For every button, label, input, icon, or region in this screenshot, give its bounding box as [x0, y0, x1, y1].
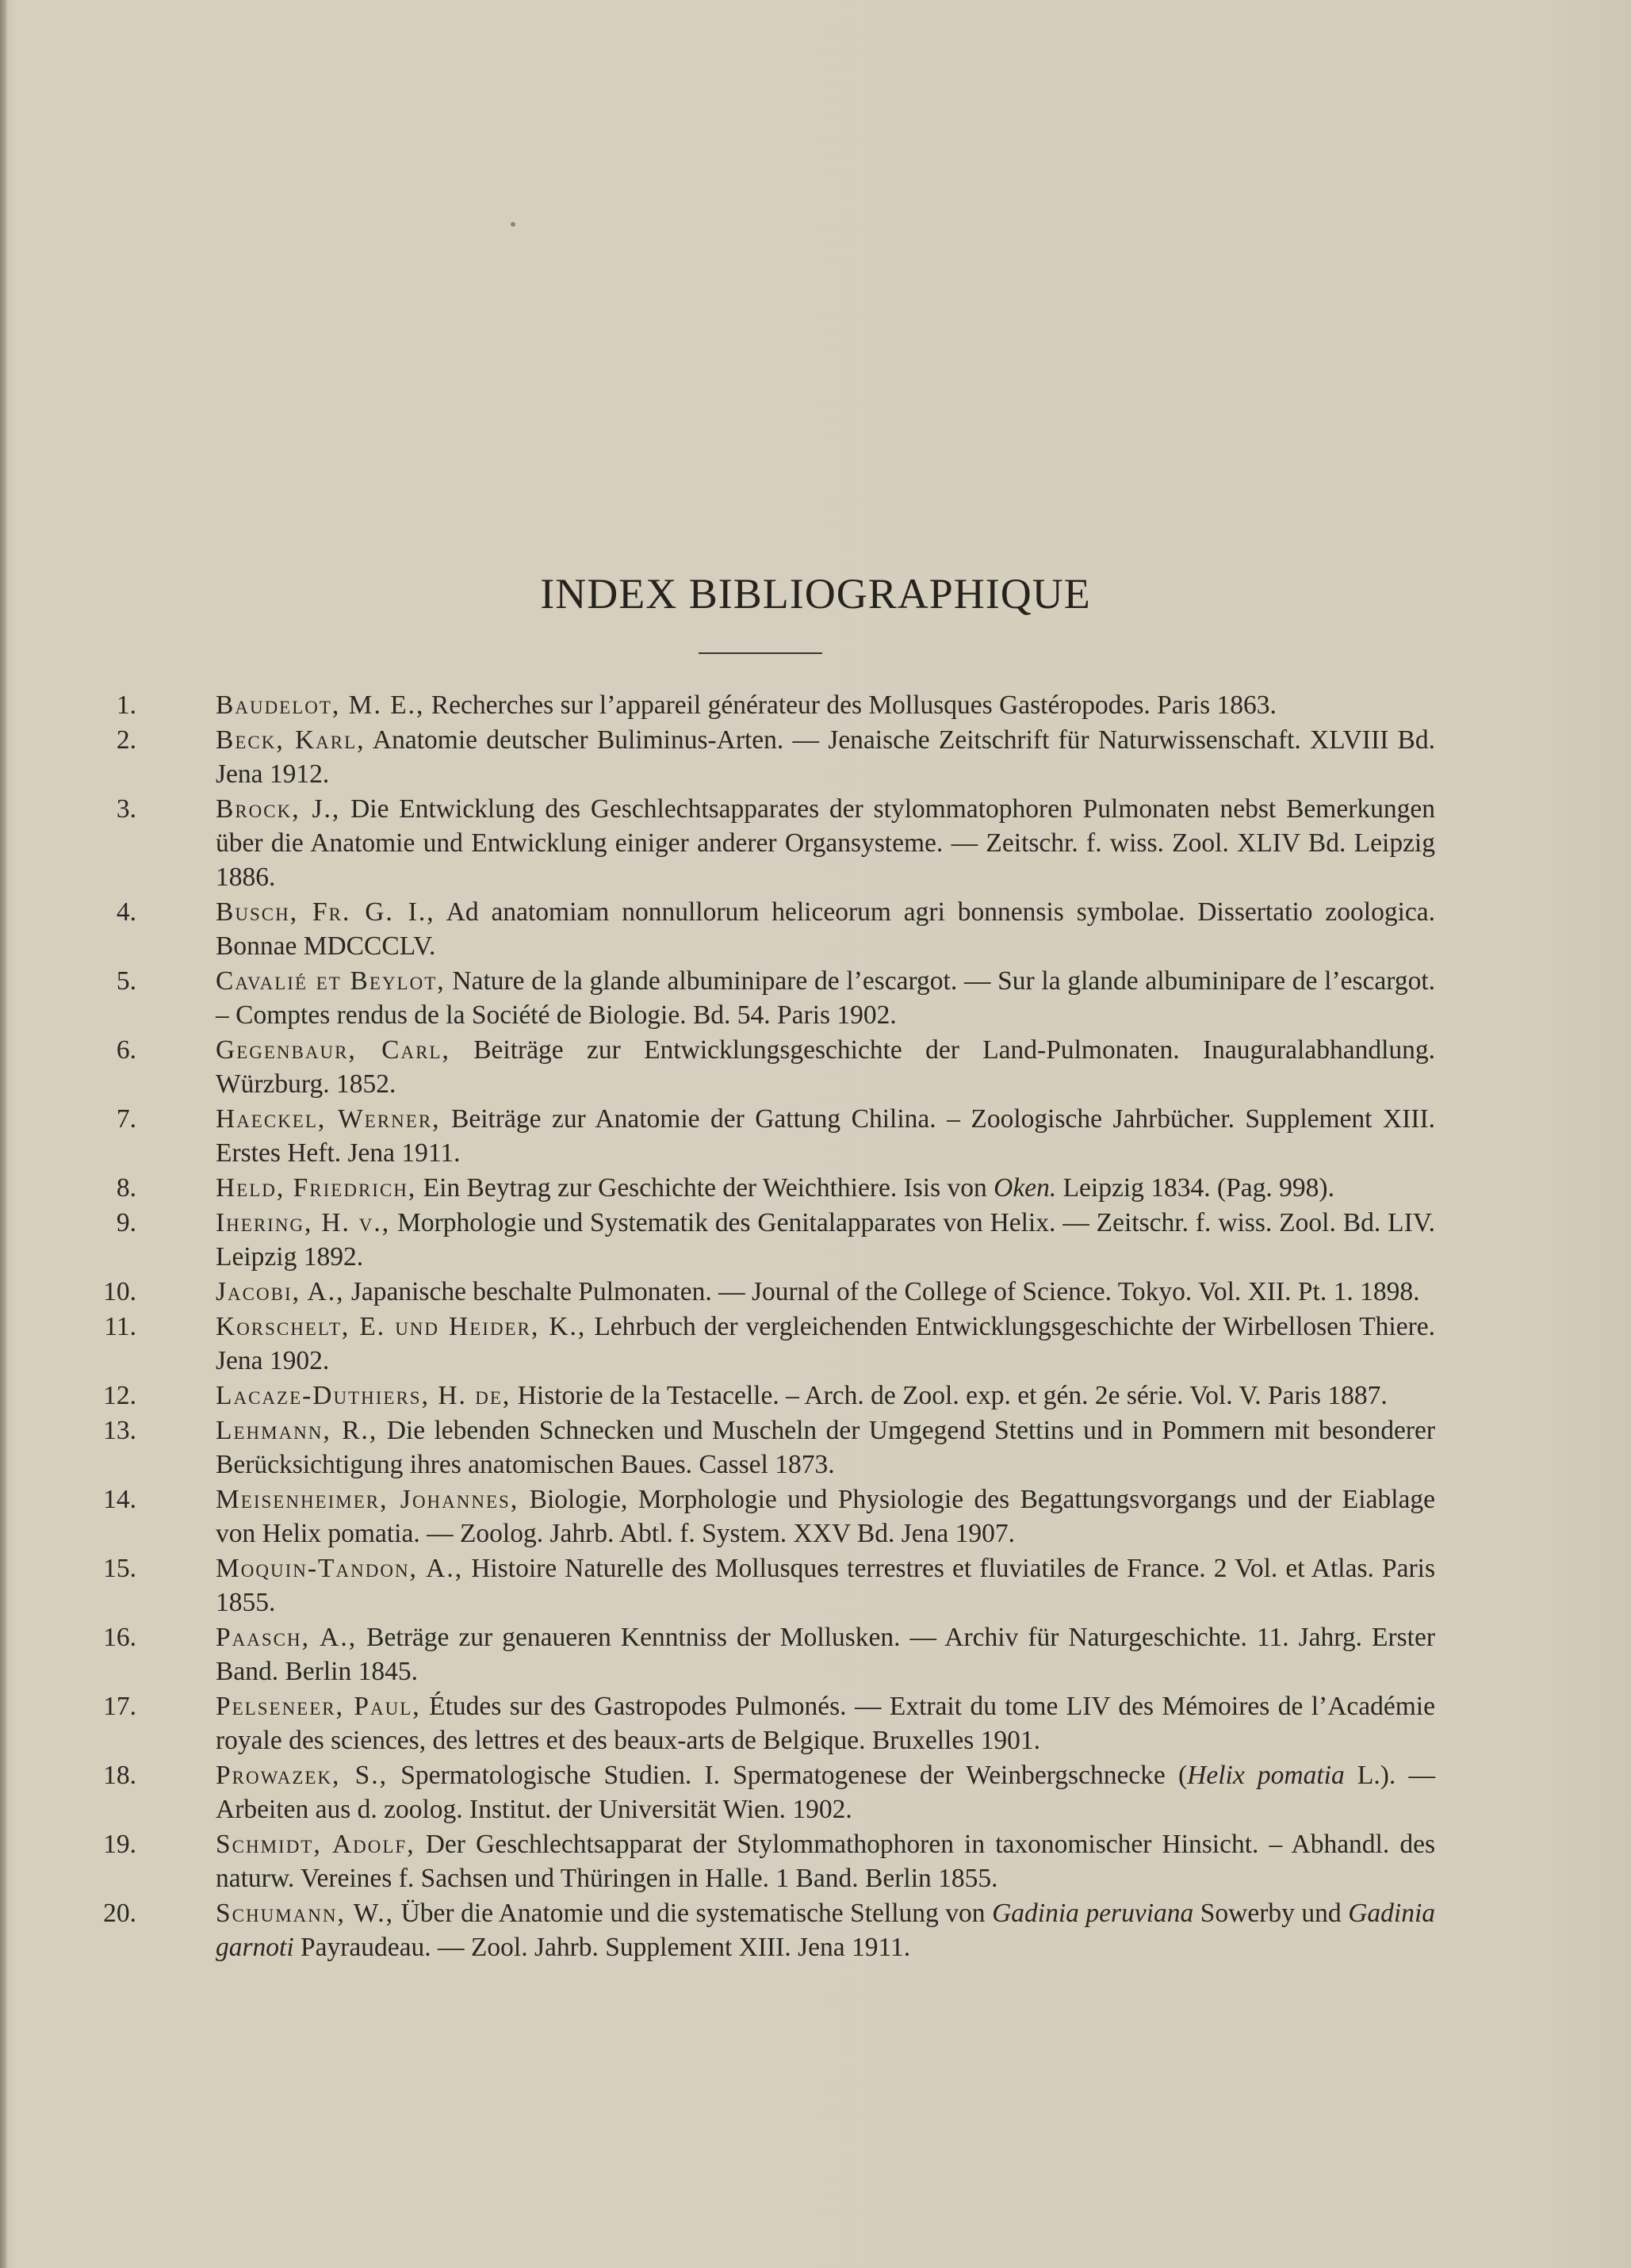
entry-text: Die Entwicklung des Geschlechtsapparates der stylommatophoren Pulmonaten nebst Bemerkungen über die Anatomie und Entwicklung einiger anderer Organsysteme. — Zeitschr. f. wiss. Zool. XLIV Bd. Leipzig 1886.	[216, 794, 1435, 892]
entry-text-end: Payraudeau. — Zool. Jahrb. Supplement XIII. Jena 1911.	[293, 1933, 911, 1962]
entry-author: Baudelot, M. E.,	[216, 690, 425, 720]
entry-text: Die lebenden Schnecken und Muscheln der Umgegend Stettins und in Pommern mit besonderer Berücksichtigung ihres anatomischen Baues. Cassel 1873.	[216, 1416, 1435, 1479]
bibliography-entry	[95, 1171, 1435, 1205]
bibliography-entry	[95, 1206, 1435, 1274]
entry-author: Ihering, H. v.,	[216, 1208, 391, 1237]
entry-author: Haeckel, Werner,	[216, 1104, 441, 1134]
entry-text: Japanische beschalte Pulmonaten. — Journal of the College of Science. Tokyo. Vol. XII. Pt. 1. 1898.	[344, 1277, 1420, 1306]
bibliography-entry	[95, 1620, 1435, 1689]
entry-number: 19.	[103, 1830, 136, 1859]
entry-number: 11.	[104, 1312, 136, 1341]
entry-text: Ein Beytrag zur Geschichte der Weichthiere. Isis von	[416, 1173, 994, 1203]
entry-number: 5.	[116, 966, 136, 996]
entry-text: Recherches sur l’appareil générateur des Mollusques Gastéropodes. Paris 1863.	[424, 690, 1277, 720]
bibliography-entry	[95, 1551, 1435, 1620]
entry-text: Spermatologische Studien. I. Spermatogenese der Weinbergschnecke (	[388, 1761, 1188, 1790]
bibliography-entry	[95, 688, 1435, 722]
entry-number: 16.	[103, 1623, 136, 1652]
entry-author: Lehmann, R.,	[216, 1416, 378, 1445]
title-rule	[699, 652, 822, 654]
entry-text: Ad anatomiam nonnullorum heliceorum agri bonnensis symbolae. Dissertatio zoologica. Bonnae MDCCCLV.	[216, 897, 1435, 961]
entry-number: 8.	[116, 1173, 136, 1203]
entry-author: Brock, J.,	[216, 794, 341, 824]
entry-author: Cavalié et Beylot,	[216, 966, 446, 996]
entry-author: Korschelt, E. und Heider, K.,	[216, 1312, 587, 1341]
entry-italic: Helix pomatia	[1187, 1761, 1345, 1790]
entry-text: Anatomie deutscher Buliminus-Arten. — Jenaische Zeitschrift für Naturwissenschaft. XLVIII Bd. Jena 1912.	[216, 725, 1435, 789]
entry-number: 10.	[103, 1277, 136, 1306]
entry-number: 1.	[116, 690, 136, 720]
bibliography-entry	[95, 1310, 1435, 1378]
entry-author: Prowazek, S.,	[216, 1761, 389, 1790]
bibliography-entry	[95, 1758, 1435, 1826]
entry-text-continued: L.). — Arbeiten aus d. zoolog. Institut. der Universität Wien. 1902.	[216, 1761, 1435, 1824]
entry-number: 2.	[116, 725, 136, 755]
entry-number: 4.	[116, 897, 136, 927]
entry-number: 15.	[103, 1554, 136, 1583]
entry-text: Der Geschlechtsapparat der Stylommathophoren in taxonomischer Hinsicht. – Abhandl. des naturw. Vereines f. Sachsen und Thüringen in Halle. 1 Band. Berlin 1855.	[216, 1830, 1435, 1893]
entry-italic: Gadinia peruviana	[992, 1899, 1194, 1928]
entry-number: 14.	[103, 1485, 136, 1514]
entry-number: 7.	[116, 1104, 136, 1134]
entry-author: Meisenheimer, Johannes,	[216, 1485, 519, 1514]
bibliography-entry	[95, 1413, 1435, 1482]
entry-text: Biologie, Morphologie und Physiologie des Begattungsvorgangs und der Eiablage von Helix pomatia. — Zoolog. Jahrb. Abtl. f. System. XXV Bd. Jena 1907.	[216, 1485, 1435, 1548]
bibliography-entry	[95, 1689, 1435, 1757]
bibliography-entry	[95, 723, 1435, 791]
entry-number: 12.	[103, 1381, 136, 1410]
entry-text: Lehrbuch der vergleichenden Entwicklungsgeschichte der Wirbellosen Thiere. Jena 1902.	[216, 1312, 1435, 1375]
page-title: INDEX BIBLIOGRAPHIQUE	[540, 570, 1091, 618]
bibliography-entry	[95, 792, 1435, 894]
bibliography-entry	[95, 1896, 1435, 1964]
entry-author: Schmidt, Adolf,	[216, 1830, 415, 1859]
bibliography-entry	[95, 1275, 1435, 1309]
bibliography-entry	[95, 964, 1435, 1032]
entry-text: Histoire Naturelle des Mollusques terrestres et fluviatiles de France. 2 Vol. et Atlas. Paris 1855.	[216, 1554, 1435, 1617]
entry-number: 18.	[103, 1761, 136, 1790]
entry-author: Held, Friedrich,	[216, 1173, 417, 1203]
entry-text: Beträge zur genaueren Kenntniss der Mollusken. — Archiv für Naturgeschichte. 11. Jahrg. Erster Band. Berlin 1845.	[216, 1623, 1436, 1686]
entry-number: 13.	[103, 1416, 136, 1445]
entry-author: Jacobi, A.,	[216, 1277, 345, 1306]
entry-author: Gegenbaur, Carl,	[216, 1035, 450, 1065]
entry-text: Nature de la glande albuminipare de l’escargot. — Sur la glande albuminipare de l’escargot. – Comptes rendus de la Société de Biologie. Bd. 54. Paris 1902.	[216, 966, 1435, 1030]
entry-text: Historie de la Testacelle. – Arch. de Zool. exp. et gén. 2e série. Vol. V. Paris 1887.	[511, 1381, 1388, 1410]
entry-number: 9.	[116, 1208, 136, 1237]
page-spine-shadow	[0, 0, 8, 2268]
entry-author: Beck, Karl,	[216, 725, 366, 755]
entry-italic: Oken.	[994, 1173, 1057, 1203]
entry-number: 20.	[103, 1899, 136, 1928]
entry-number: 6.	[116, 1035, 136, 1065]
entry-text: Études sur des Gastropodes Pulmonés. — Extrait du tome LIV des Mémoires de l’Académie royale des sciences, des lettres et des beaux-arts de Belgique. Bruxelles 1901.	[216, 1692, 1435, 1755]
bibliography-entry	[95, 1482, 1435, 1551]
entry-author: Pelseneer, Paul,	[216, 1692, 421, 1721]
entry-text: Beiträge zur Entwicklungsgeschichte der Land-Pulmonaten. Inauguralabhandlung. Würzburg. 1852.	[216, 1035, 1435, 1099]
entry-author: Paasch, A.,	[216, 1623, 358, 1652]
bibliography-entry	[95, 1102, 1435, 1170]
bibliography-entry	[95, 1379, 1435, 1413]
bibliography-entry	[95, 1827, 1435, 1895]
entry-author: Lacaze-Duthiers, H. de,	[216, 1381, 511, 1410]
bibliography-entry	[95, 1033, 1435, 1101]
entry-author: Schumann, W.,	[216, 1899, 395, 1928]
entry-author: Moquin-Tandon, A.,	[216, 1554, 464, 1583]
entry-number: 3.	[116, 794, 136, 824]
entry-text: Beiträge zur Anatomie der Gattung Chilina. – Zoologische Jahrbücher. Supplement XIII. Erstes Heft. Jena 1911.	[216, 1104, 1435, 1168]
entry-number: 17.	[103, 1692, 136, 1721]
paper-speck	[511, 222, 515, 227]
entry-author: Busch, Fr. G. I.,	[216, 897, 435, 927]
bibliography-entry	[95, 895, 1435, 963]
entry-italic-second: Gadinia garnoti	[216, 1899, 1435, 1962]
bibliography-list	[95, 688, 1435, 1965]
entry-text-continued: Leipzig 1834. (Pag. 998).	[1056, 1173, 1334, 1203]
entry-text: Über die Anatomie und die systematische Stellung von	[394, 1899, 993, 1928]
entry-text: Morphologie und Systematik des Genitalapparates von Helix. — Zeitschr. f. wiss. Zool. Bd. LIV. Leipzig 1892.	[216, 1208, 1435, 1272]
entry-text-continued: Sowerby und	[1193, 1899, 1349, 1928]
